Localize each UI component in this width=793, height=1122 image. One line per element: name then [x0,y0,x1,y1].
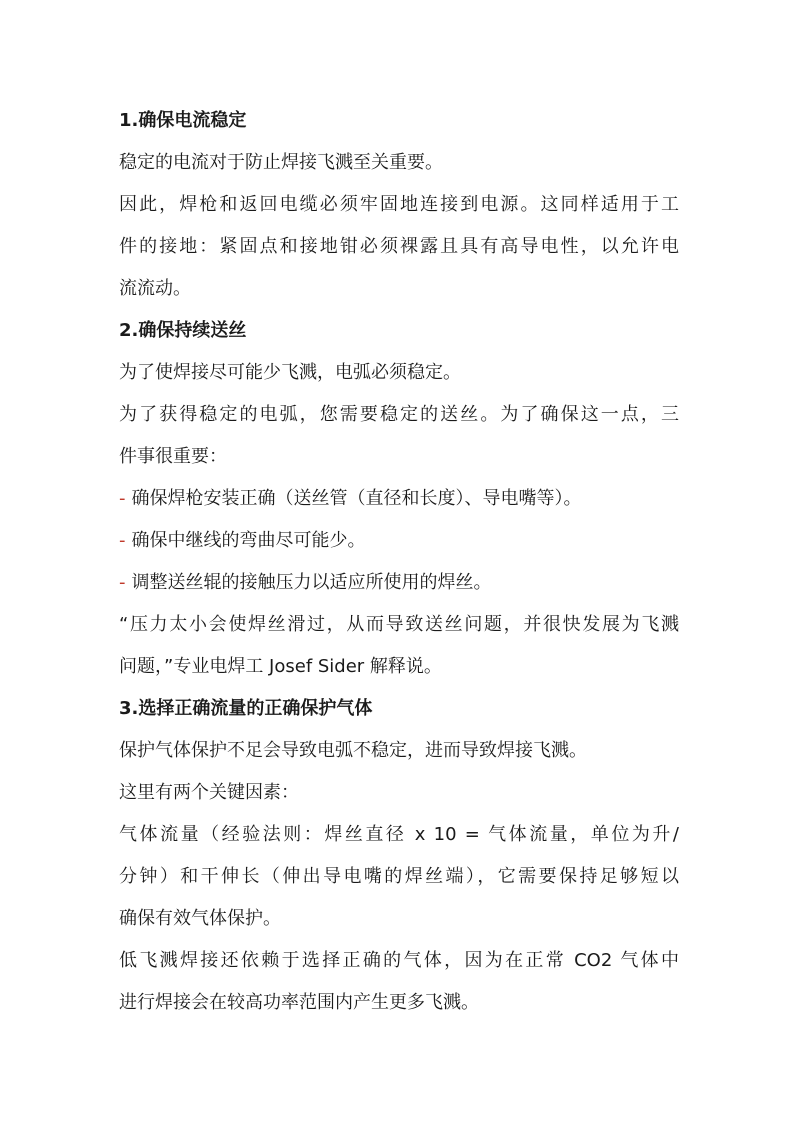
bullet-text: 确保中继线的弯曲尽可能少。 [131,530,366,551]
bullet-text: 确保焊枪安装正确（送丝管（直径和长度）、导电嘴等）。 [131,488,582,509]
bullet-item [119,478,679,520]
paragraph-line: 保护气体保护不足会导致电弧不稳定，进而导致焊接飞溅。 [119,740,587,761]
bullet-dash: - [119,572,126,593]
quote-line: 问题，”专业电焊工 Josef Sider 解释说。 [119,656,442,677]
paragraph-line: 低飞溅焊接还依赖于选择正确的气体，因为在正常 CO2 气体中 [119,950,679,971]
bullet-dash: - [119,488,126,509]
paragraph-line: 气体流量（经验法则：焊丝直径 x 10 = 气体流量，单位为升/ [119,824,679,845]
section-1-heading: 1.确保电流稳定 [119,110,247,131]
document-body [119,100,679,1024]
bullet-item [119,562,679,604]
paragraph-line: 为了使焊接尽可能少飞溅，电弧必须稳定。 [119,362,461,383]
section-3-heading: 3.选择正确流量的正确保护气体 [119,698,373,719]
paragraph-line: 为了获得稳定的电弧，您需要稳定的送丝。为了确保这一点，三 [119,404,679,425]
section-2-heading: 2.确保持续送丝 [119,320,247,341]
bullet-item [119,520,679,562]
bullet-text: 调整送丝辊的接触压力以适应所使用的焊丝。 [131,572,492,593]
paragraph-line: 这里有两个关键因素： [119,782,299,803]
quote-line: “压力太小会使焊丝滑过，从而导致送丝问题，并很快发展为飞溅 [119,614,679,635]
paragraph-line: 稳定的电流对于防止焊接飞溅至关重要。 [119,152,443,173]
paragraph-line: 分钟）和干伸长（伸出导电嘴的焊丝端），它需要保持足够短以 [119,866,679,887]
paragraph-line: 确保有效气体保护。 [119,908,281,929]
paragraph-line: 因此，焊枪和返回电缆必须牢固地连接到电源。这同样适用于工 [119,194,679,215]
paragraph-line: 件事很重要： [119,446,227,467]
paragraph-line: 进行焊接会在较高功率范围内产生更多飞溅。 [119,992,479,1013]
paragraph-line: 件的接地：紧固点和接地钳必须裸露且具有高导电性，以允许电 [119,236,679,257]
bullet-dash: - [119,530,126,551]
paragraph-line: 流流动。 [119,278,191,299]
